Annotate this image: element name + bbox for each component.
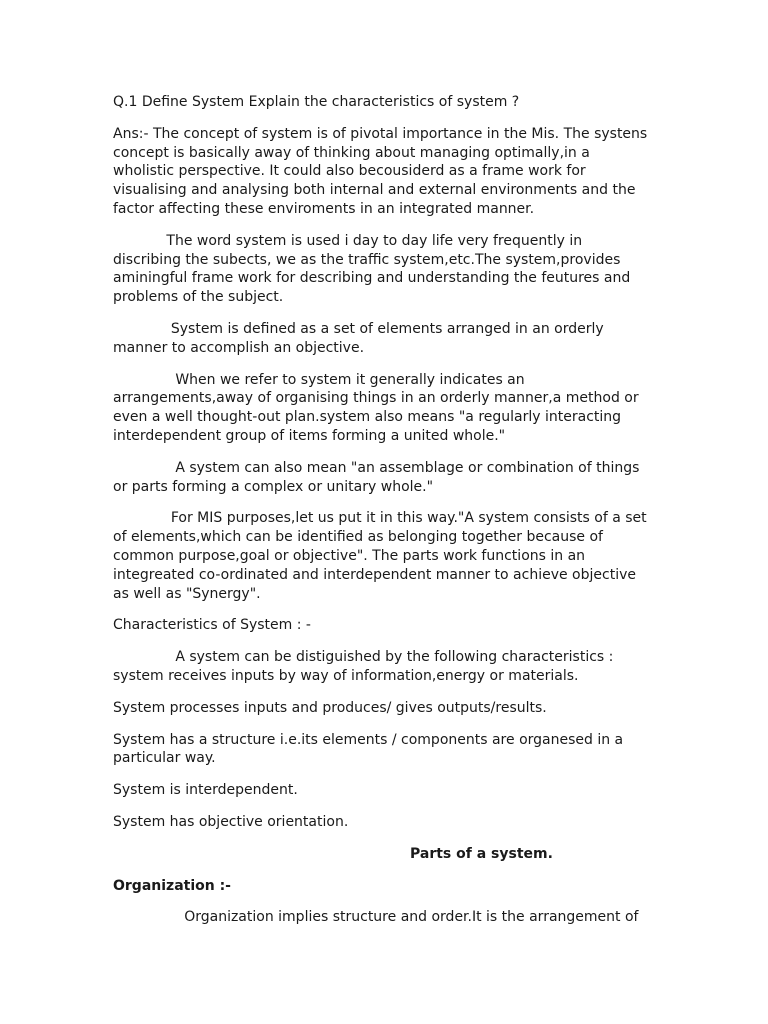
body-paragraph: For MIS purposes,let us put it in this way."A system consists of a set of elements,which can be identified as belonging together because of common purpose,goal or objective". The parts work functions in an integreated co-ordinated and interdependent manner to achieve objective as well as "Synergy". — [113, 510, 652, 602]
question-text: Q.1 Define System Explain the characteristics of system ? — [113, 94, 520, 110]
parts-heading: Parts of a system. — [410, 845, 553, 862]
organization-heading: Organization :- — [113, 877, 231, 894]
body-paragraph: The word system is used i day to day life very frequently in discribing the subects, we as the traffic system,etc.The system,provides aminingful frame work for describing and understanding the feutures and problems of the subject. — [113, 232, 635, 306]
characteristic-item: System processes inputs and produces/ gives outputs/results. — [113, 699, 547, 716]
characteristics-intro: A system can be distiguished by the following characteristics : system receives inputs by way of information,energy or materials. — [113, 649, 618, 684]
characteristic-item: System has objective orientation. — [113, 813, 349, 830]
organization-paragraph: Organization implies structure and order.It is the arrangement of — [113, 909, 639, 926]
body-paragraph: When we refer to system it generally indicates an arrangements,away of organising things in an orderly manner,a method or even a well thought-out plan.system also means "a regularly interacting interdependent group of items forming a united whole." — [113, 371, 644, 444]
characteristic-item: System is interdependent. — [113, 782, 298, 799]
characteristics-heading: Characteristics of System : - — [113, 617, 311, 634]
body-paragraph: A system can also mean "an assemblage or combination of things or parts forming a complex or unitary whole." — [113, 459, 644, 495]
answer-paragraph: Ans:- The concept of system is of pivotal importance in the Mis. The systens concept is basically away of thinking about managing optimally,in a wholistic perspective. It could also becousiderd as a frame work for visualising and analysing both internal and external environments and the factor affecting these enviroments in an integrated manner. — [113, 125, 652, 217]
characteristic-item: System has a structure i.e.its elements / components are organesed in a particular way. — [113, 731, 628, 767]
document-body — [113, 93, 653, 940]
body-paragraph: System is defined as a set of elements arranged in an orderly manner to accomplish an objective. — [113, 320, 609, 356]
